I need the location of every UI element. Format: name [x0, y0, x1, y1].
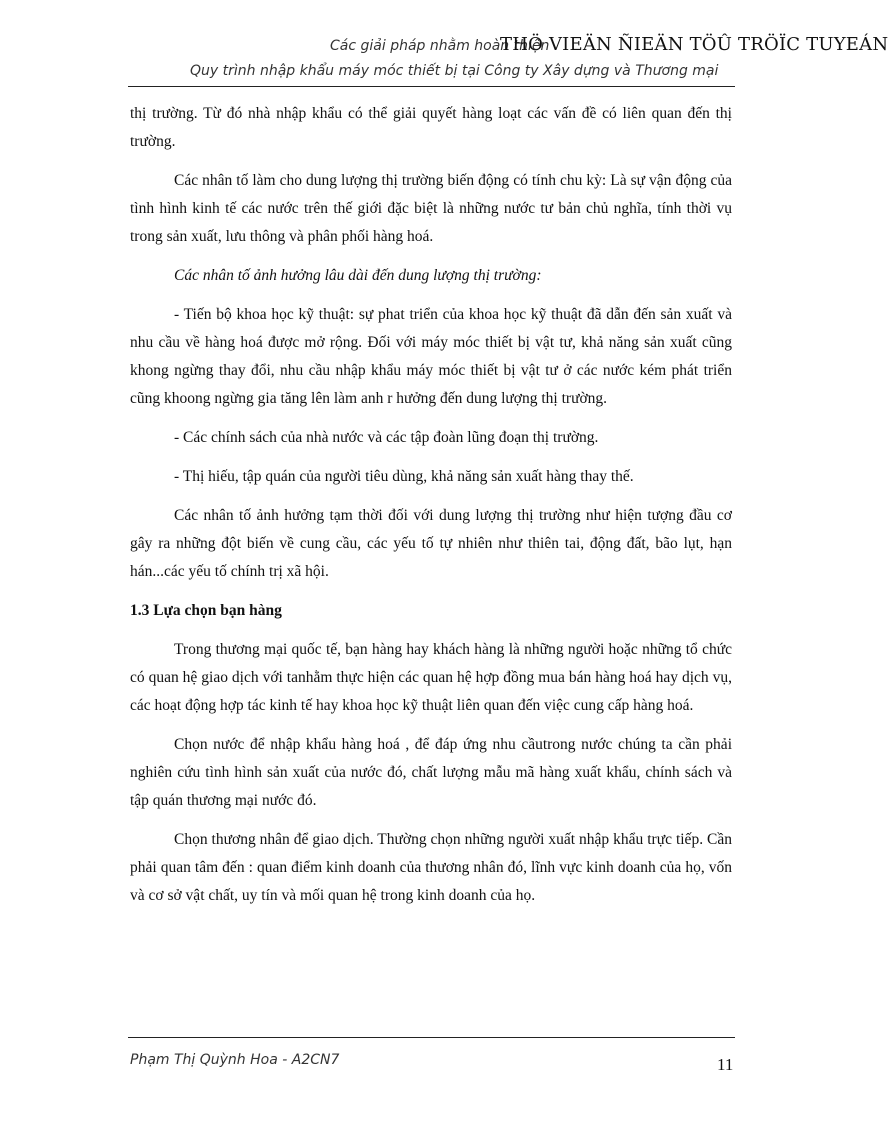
header-library-watermark: THÖ VIEÄN ÑIEÄN TÖÛ TRÖÏC TUYEÁN	[500, 34, 888, 55]
footer-author: Phạm Thị Quỳnh Hoa - A2CN7	[130, 1052, 340, 1068]
header-title-line1: Các giải pháp nhằm hoàn thiện	[330, 38, 550, 54]
paragraph-1: thị trường. Từ đó nhà nhập khẩu có thể giải quyết hàng loạt các vấn đề có liên quan đến thị trường.	[130, 105, 732, 150]
section-heading: 1.3 Lựa chọn bạn hàng	[130, 602, 282, 619]
page-number: 11	[717, 1055, 734, 1074]
header-divider	[128, 86, 735, 87]
header-title-line2: Quy trình nhập khẩu máy móc thiết bị tại Công ty Xây dựng và Thương mại	[190, 63, 719, 79]
paragraph-9: Chọn nước để nhập khẩu hàng hoá , để đáp ứng nhu cầutrong nước chúng ta cần phải nghiên cứu tình hình sản xuất của nước đó, chất lượng mẫu mã hàng xuất khẩu, chính sách và tập quán thương mại nước đó.	[130, 736, 732, 809]
paragraph-4: - Tiến bộ khoa học kỹ thuật: sự phat triển của khoa học kỹ thuật đã dẫn đến sản xuất và nhu cầu về hàng hoá được mở rộng. Đối với máy móc thiết bị vật tư, khả năng sản xuất cũng khong ngừng thay đổi, nhu cầu nhập khẩu máy móc thiết bị vật tư ở các nước kém phát triển cũng khoong ngừng gia tăng lên làm anh r hưởng đến dung lượng thị trường.	[130, 306, 732, 407]
paragraph-7: Các nhân tố ảnh hưởng tạm thời đối với dung lượng thị trường như hiện tượng đầu cơ gây ra những đột biến về cung cầu, các yếu tố tự nhiên như thiên tai, động đất, bão lụt, hạn hán...các yếu tố chính trị xã hội.	[130, 507, 732, 580]
paragraph-5: - Các chính sách của nhà nước và các tập đoàn lũng đoạn thị trường.	[174, 429, 599, 446]
footer-divider	[128, 1037, 735, 1038]
paragraph-2: Các nhân tố làm cho dung lượng thị trường biến động có tính chu kỳ: Là sự vận động của tình hình kinh tế các nước trên thế giới đặc biệt là những nước tư bản chủ nghĩa, tính thời vụ trong sản xuất, lưu thông và phân phối hàng hoá.	[130, 172, 732, 245]
paragraph-8: Trong thương mại quốc tế, bạn hàng hay khách hàng là những người hoặc những tổ chức có quan hệ giao dịch với tanhằm thực hiện các quan hệ hợp đồng mua bán hàng hoá hay dịch vụ, các hoạt động hợp tác kinh tế hay khoa học kỹ thuật liên quan đến việc cung cấp hàng hoá.	[130, 641, 732, 714]
paragraph-6: - Thị hiếu, tập quán của người tiêu dùng, khả năng sản xuất hàng thay thế.	[174, 468, 634, 485]
paragraph-3-italic: Các nhân tố ảnh hưởng lâu dài đến dung lượng thị trường:	[174, 267, 542, 284]
paragraph-10: Chọn thương nhân để giao dịch. Thường chọn những người xuất nhập khẩu trực tiếp. Cần phải quan tâm đến : quan điểm kinh doanh của thương nhân đó, lĩnh vực kinh doanh của họ, vốn và cơ sở vật chất, uy tín và mối quan hệ trong kinh doanh của họ.	[130, 831, 732, 904]
document-body	[130, 100, 732, 921]
